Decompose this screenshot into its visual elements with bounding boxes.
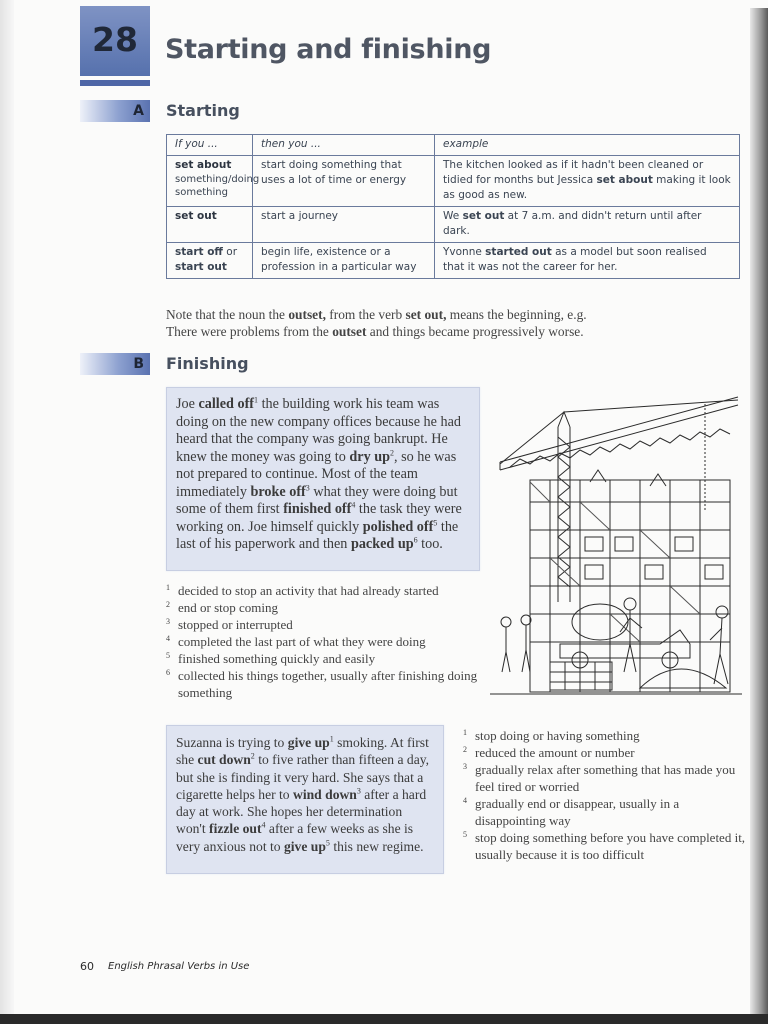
meaning-cell: start doing something that uses a lot of time or energy <box>253 156 435 207</box>
table-row <box>167 243 740 279</box>
section-b-letter: B <box>133 356 144 372</box>
example-cell: Yvonne started out as a model but soon realised that it was not the career for her. <box>435 243 740 279</box>
table-row <box>167 207 740 243</box>
meaning-cell: start a journey <box>253 207 435 243</box>
table-header: then you ... <box>253 135 435 156</box>
page-gutter <box>0 0 14 1024</box>
verb-cell <box>167 156 260 207</box>
story-box-suzanna <box>166 725 444 874</box>
table-header: If you ... <box>167 135 253 156</box>
example-cell: The kitchen looked as if it hadn't been cleaned or tidied for months but Jessica set about making it look as good as new. <box>435 156 740 207</box>
scan-bottom-edge <box>0 1014 768 1024</box>
footnote: 2 reduced the amount or number <box>463 745 635 760</box>
example-cell: We set out at 7 a.m. and didn't return until after dark. <box>435 207 740 243</box>
phrasal-verb-table <box>166 134 740 279</box>
footnote: 5 stop doing something before you have completed it, usually because it is too difficult <box>463 830 746 862</box>
section-a-title: Starting <box>166 101 240 120</box>
footnote: 1 decided to stop an activity that had already started <box>166 583 439 598</box>
footnote: 6 collected his things together, usually after finishing doing something <box>166 668 478 700</box>
footnote: 4 completed the last part of what they were doing <box>166 634 426 649</box>
section-a-letter: A <box>133 103 144 119</box>
section-a-tab <box>80 100 150 122</box>
footnote: 2 end or stop coming <box>166 600 279 615</box>
book-title: English Phrasal Verbs in Use <box>108 961 250 972</box>
construction-site-illustration <box>490 382 742 704</box>
section-b-title: Finishing <box>166 354 249 373</box>
story-box-joe <box>166 387 480 571</box>
page-edge-shadow <box>750 8 768 1024</box>
footnote: 3 stopped or interrupted <box>166 617 293 632</box>
meaning-cell: begin life, existence or a profession in a particular way <box>253 243 435 279</box>
table-header: example <box>435 135 740 156</box>
unit-number-box <box>80 6 150 76</box>
footnote: 1 stop doing or having something <box>463 728 640 743</box>
unit-number: 28 <box>92 20 138 59</box>
story-text: Suzanna is trying to give $up^1$ smoking. At first she cut down$^2$ to five rather than fifteen a day, but she is finding it very hard. She says that a cigarette helps her to wind down$^3$ after a hard day at work. She hopes her determination won't fizzle out$^4$ after a few weeks as she is very anxious not to give $up^5$ this new regime. <box>176 734 430 854</box>
verb-object: something/doing something <box>175 174 260 198</box>
footnotes-list-1 <box>166 582 486 701</box>
footnote: 4 gradually end or disappear, usually in a disappointing way <box>463 796 680 828</box>
footnotes-list-2 <box>463 727 759 863</box>
verb-cell: start off or start out <box>167 243 253 279</box>
unit-underline <box>80 80 150 86</box>
footnote: 5 finished something quickly and easily <box>166 651 376 666</box>
unit-title: Starting and finishing <box>165 34 492 65</box>
page-number: 60 <box>80 960 94 973</box>
outset-note: Note that the noun the outset, from the verb set out, means the beginning, e.g. There were problems from the outset and things became progressively worse. <box>166 307 587 339</box>
story-text: Joe called off$^1$ the building work his team was doing on the new company offices because he had heard that the company was going bankrupt. He knew the money was going to dry $up^2$, so he was not prepared to continue. Most of the team immediately broke off$^3$ what they were doing but some of them first finished off$^4$ the task they were working on. Joe himself quickly polished off$^5$ the last of his paperwork and then packed $up^6$ too. <box>176 395 462 552</box>
section-b-tab <box>80 353 150 375</box>
verb-label: set about <box>175 159 232 171</box>
table-header-row <box>167 135 740 156</box>
verb-label: set out <box>175 210 217 222</box>
footnote: 3 gradually relax after something that has made you feel tired or worried <box>463 762 736 794</box>
verb-cell <box>167 207 253 243</box>
table-row <box>167 156 740 207</box>
